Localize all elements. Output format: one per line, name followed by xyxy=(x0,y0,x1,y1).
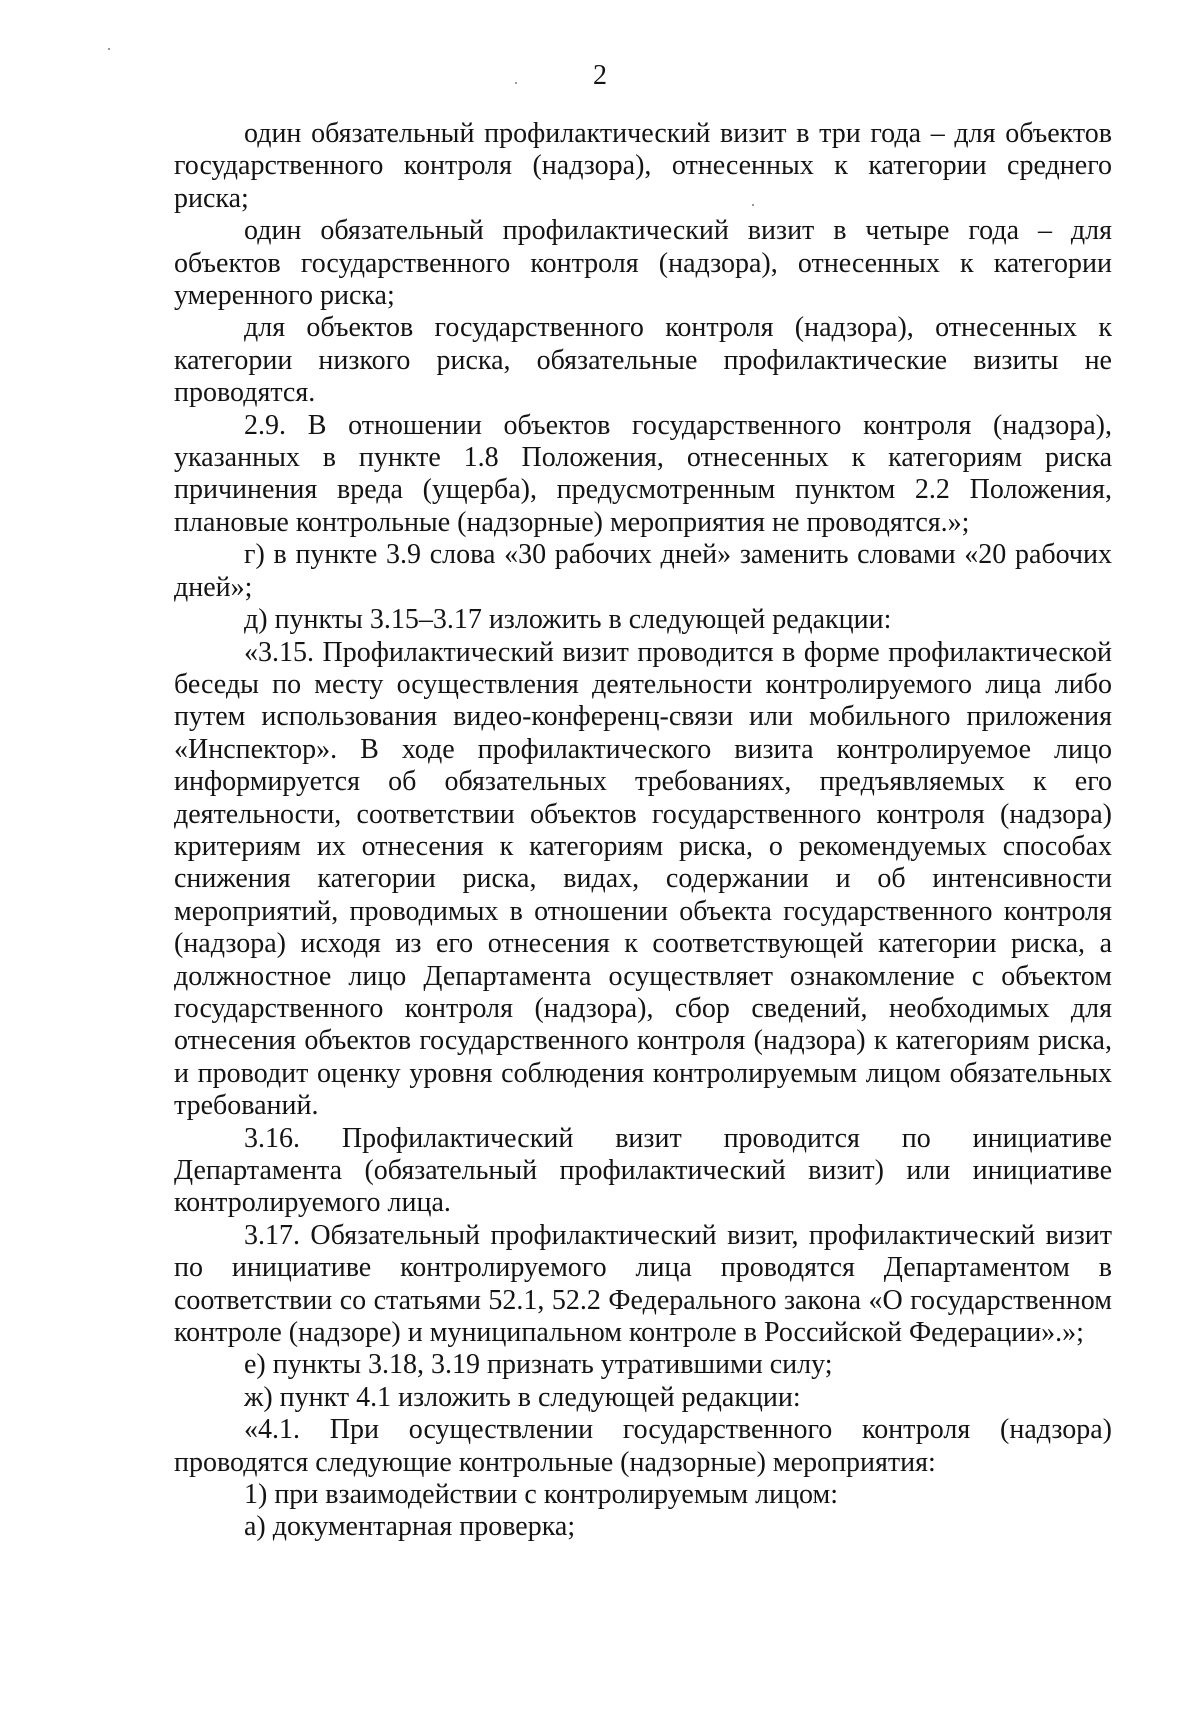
paragraph: один обязательный профилактический визит в четыре года – для объектов государственного контроля (надзора), отнесенных к категории умеренного риска; xyxy=(174,215,1112,312)
page-number: 2 xyxy=(593,60,607,91)
paragraph: 2.9. В отношении объектов государственного контроля (надзора), указанных в пункте 1.8 Положения, отнесенных к категориям риска причинения вреда (ущерба), предусмотренным пунктом 2.2 Положения, плановые контрольные (надзорные) мероприятия не проводятся.»; xyxy=(174,409,1112,538)
paragraph: 3.16. Профилактический визит проводится по инициативе Департамента (обязательный профилактический визит) или инициативе контролируемого лица. xyxy=(174,1122,1112,1219)
paragraph: ж) пункт 4.1 изложить в следующей редакции: xyxy=(244,1381,801,1413)
scan-speck xyxy=(108,48,110,50)
paragraph: д) пункты 3.15–3.17 изложить в следующей редакции: xyxy=(244,604,892,636)
paragraph: для объектов государственного контроля (надзора), отнесенных к категории низкого риска, обязательные профилактические визиты не проводятся. xyxy=(174,312,1112,409)
paragraph: а) документарная проверка; xyxy=(244,1511,576,1543)
paragraph: 3.17. Обязательный профилактический визит, профилактический визит по инициативе контролируемого лица проводятся Департаментом в соответствии со статьями 52.1, 52.2 Федерального закона «О государственном контроле (надзоре) и муниципальном контроле в Российской Федерации».»; xyxy=(174,1219,1112,1349)
paragraph: г) в пункте 3.9 слова «30 рабочих дней» заменить словами «20 рабочих дней»; xyxy=(174,539,1112,603)
paragraph: один обязательный профилактический визит в три года – для объектов государственного контроля (надзора), отнесенных к категории среднего риска; xyxy=(174,118,1112,214)
paragraph: е) пункты 3.18, 3.19 признать утратившими силу; xyxy=(244,1349,833,1381)
paragraph: «3.15. Профилактический визит проводится в форме профилактической беседы по месту осуществления деятельности контролируемого лица либо путем использования видео-конференц-связи или мобильного приложения «Инспектор». В ходе профилактического визита контролируемое лицо информируется об обязательных требованиях, предъявляемых к его деятельности, соответствии объектов государственного контроля (надзора) критериям их отнесения к категориям риска, о рекомендуемых способах снижения категории риска, видах, содержании и об интенсивности мероприятий, проводимых в отношении объекта государственного контроля (надзора) исходя из его отнесения к соответствующей категории риска, а должностное лицо Департамента осуществляет ознакомление с объектом государственного контроля (надзора), сбор сведений, необходимых для отнесения объектов государственного контроля (надзора) к категориям риска, и проводит оценку уровня соблюдения контролируемым лицом обязательных требований. xyxy=(174,636,1112,1122)
document-body xyxy=(174,118,1112,1544)
paragraph: «4.1. При осуществлении государственного контроля (надзора) проводятся следующие контрольные (надзорные) мероприятия: xyxy=(174,1414,1112,1478)
paragraph: 1) при взаимодействии с контролируемым лицом: xyxy=(244,1479,839,1511)
